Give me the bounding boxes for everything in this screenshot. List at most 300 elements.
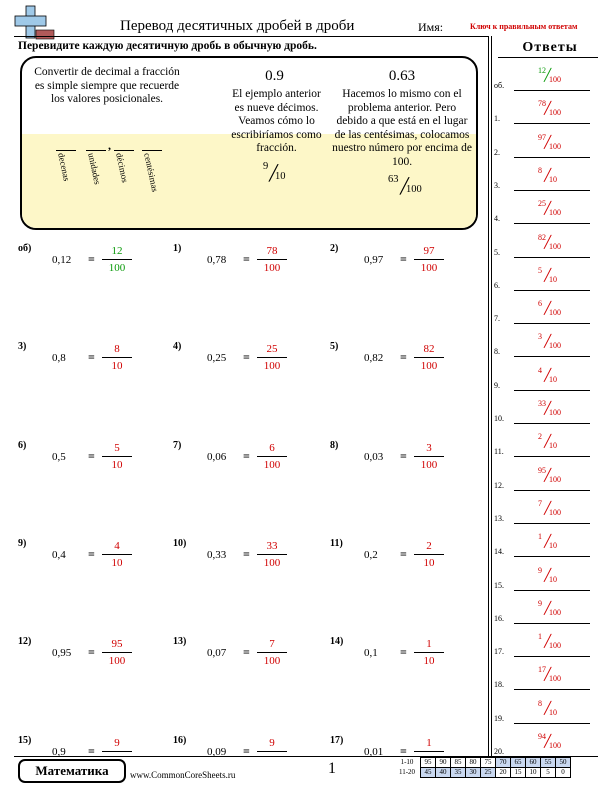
fraction-slash: ╱	[544, 634, 552, 649]
answer-row	[494, 364, 600, 392]
answer-fraction	[102, 638, 132, 667]
problem-decimal: 0,2	[364, 549, 378, 561]
place-blank	[142, 150, 162, 151]
answer-numerator: 25	[538, 199, 546, 209]
decimal-point: ,	[108, 138, 111, 152]
fraction-numerator: 95	[111, 638, 123, 650]
problem	[173, 243, 323, 283]
problem	[330, 243, 480, 283]
problem	[18, 636, 168, 676]
equals-sign: =	[88, 645, 95, 659]
answer-row	[494, 397, 600, 425]
equals-sign: =	[400, 645, 407, 659]
answer-fraction	[257, 442, 287, 471]
problem-decimal: 0,07	[207, 647, 227, 659]
answer-line	[514, 257, 590, 258]
answer-denominator: 10	[549, 574, 557, 584]
equals-sign: =	[400, 252, 407, 266]
answer-fraction	[102, 343, 132, 372]
score-cell: 30	[466, 768, 481, 778]
problem-number: 11)	[330, 538, 343, 549]
fraction-bar	[414, 456, 444, 457]
example-box	[20, 56, 478, 230]
problem-number: 7)	[173, 440, 182, 451]
fraction-bar	[102, 554, 132, 555]
fraction-numerator: 5	[114, 442, 120, 454]
answer-row	[494, 564, 600, 592]
fraction-slash: ╱	[544, 500, 552, 515]
answer-fraction	[538, 332, 568, 356]
problem-decimal: 0,09	[207, 746, 227, 758]
answer-numerator: 3	[538, 332, 542, 342]
answer-fraction	[538, 732, 568, 756]
answer-line	[514, 423, 590, 424]
fraction-slash: ╱	[544, 367, 552, 382]
fraction-denominator: 100	[420, 360, 438, 372]
problem	[173, 636, 323, 676]
answer-row	[494, 64, 600, 92]
answer-denominator: 10	[549, 274, 557, 284]
place-blank	[86, 150, 106, 151]
fraction-slash: ╱	[544, 201, 552, 216]
answer-numerator: 8	[538, 698, 542, 708]
equals-sign: =	[88, 449, 95, 463]
answer-fraction	[538, 366, 568, 390]
answer-fraction	[538, 632, 568, 656]
place-value-label: decenas	[56, 152, 72, 182]
problem-decimal: 0,82	[364, 352, 384, 364]
answer-denominator: 10	[549, 441, 557, 451]
problem	[330, 538, 480, 578]
score-cell: 90	[436, 758, 451, 768]
score-cell: 15	[511, 768, 526, 778]
problem-number: 9)	[18, 538, 27, 549]
fraction-numerator: 78	[266, 245, 278, 257]
header-divider	[14, 36, 488, 37]
example-decimal: 0.9	[265, 68, 284, 84]
problem-decimal: 0,4	[52, 549, 66, 561]
problem	[173, 440, 323, 480]
problem-decimal: 0,8	[52, 352, 66, 364]
equals-sign: =	[88, 350, 95, 364]
fraction-bar	[102, 751, 132, 752]
problem-decimal: 0,01	[364, 746, 384, 758]
fraction-slash: ╱	[544, 734, 552, 748]
answer-numerator: 7	[538, 498, 542, 508]
problem-number: 8)	[330, 440, 339, 451]
answer-denominator: 100	[549, 341, 561, 351]
fraction-bar	[414, 357, 444, 358]
problem-decimal: 0,1	[364, 647, 378, 659]
answer-row	[494, 97, 600, 125]
fraction-denominator: 100	[420, 459, 438, 471]
problem	[173, 735, 323, 775]
answers-title-underline	[498, 57, 598, 58]
score-row	[394, 758, 571, 768]
answer-fraction	[414, 638, 444, 667]
fraction-slash: ╱	[544, 267, 552, 282]
fraction-bar	[414, 751, 444, 752]
answer-fraction	[257, 343, 287, 372]
answer-denominator: 100	[549, 208, 561, 218]
answer-fraction	[257, 245, 287, 274]
fraction-slash: ╱	[544, 700, 552, 715]
equals-sign: =	[88, 252, 95, 266]
answer-numerator: 94	[538, 732, 546, 741]
example-decimal: 0.63	[388, 68, 416, 84]
problem-decimal: 0,9	[52, 746, 66, 758]
example-explanation: El ejemplo anterior es nueve décimos. Veamos cómo lo escribiríamos como fracción.	[231, 88, 322, 154]
fraction-denominator: 100	[108, 655, 126, 667]
problem-decimal: 0,78	[207, 254, 227, 266]
fraction-slash: ╱	[544, 134, 552, 149]
answer-fraction	[102, 245, 132, 274]
answer-fraction	[414, 737, 444, 754]
problem	[18, 440, 168, 480]
answer-line	[514, 623, 590, 624]
answer-fraction	[414, 343, 444, 372]
fraction-numerator: 97	[423, 245, 435, 257]
fraction-bar	[257, 554, 287, 555]
fraction-bar	[102, 456, 132, 457]
answer-row	[494, 330, 600, 358]
answer-row	[494, 497, 600, 525]
answer-row	[494, 663, 600, 691]
score-cell: 35	[451, 768, 466, 778]
answer-number: 16.	[494, 613, 504, 623]
plus-logo-icon	[14, 4, 56, 40]
fraction-numerator: 9	[269, 737, 275, 749]
answer-line	[514, 223, 590, 224]
fraction-denominator: 10	[111, 459, 123, 471]
problem-decimal: 0,12	[52, 254, 72, 266]
answer-number: 15.	[494, 580, 504, 590]
problem-number: 10)	[173, 538, 187, 549]
example-explanation: Hacemos lo mismo con el problema anterior. Pero debido a que está en el lugar de las centésimas, colocamos nuestro número por encima de 100.	[332, 88, 472, 168]
answer-numerator: 12	[538, 66, 546, 75]
answer-number: 20.	[494, 747, 504, 756]
answer-number: 14.	[494, 547, 504, 557]
fraction-slash: ╱	[544, 567, 552, 582]
name-label: Имя:	[418, 20, 444, 34]
problem-decimal: 0,95	[52, 647, 72, 659]
answer-denominator: 100	[549, 308, 561, 318]
answer-line	[514, 689, 590, 690]
score-cell: 10	[526, 768, 541, 778]
answer-number: 11.	[494, 447, 504, 457]
answer-denominator: 100	[549, 108, 561, 118]
answer-line	[514, 190, 590, 191]
answer-numerator: 5	[538, 265, 542, 275]
brand-badge: Математика	[18, 759, 126, 783]
fraction-bar	[257, 652, 287, 653]
score-cell: 25	[481, 768, 496, 778]
answer-fraction	[538, 99, 568, 123]
fraction-bar	[257, 357, 287, 358]
answer-row	[494, 530, 600, 558]
answers-title: Ответы	[522, 40, 578, 55]
fraction-slash: ╱	[544, 301, 552, 316]
problem	[18, 538, 168, 578]
answer-line	[514, 290, 590, 291]
answer-number: 7.	[494, 314, 500, 324]
fraction-bar	[414, 554, 444, 555]
answer-fraction	[538, 466, 568, 490]
score-table	[394, 757, 571, 778]
fraction-slash: ╱	[544, 600, 552, 615]
answer-row	[494, 597, 600, 625]
answer-denominator: 100	[549, 674, 561, 684]
equals-sign: =	[243, 449, 250, 463]
equals-sign: =	[243, 645, 250, 659]
score-cell: 45	[421, 768, 436, 778]
problem	[173, 538, 323, 578]
answer-number: 1.	[494, 114, 500, 124]
equals-sign: =	[400, 744, 407, 758]
answer-denominator: 10	[549, 374, 557, 384]
answer-number: 6.	[494, 280, 500, 290]
equals-sign: =	[400, 350, 407, 364]
answer-fraction	[538, 665, 568, 689]
place-blank	[114, 150, 134, 151]
answer-number: 18.	[494, 680, 504, 690]
fraction-slash: ╱	[544, 401, 552, 415]
fraction-denominator: 100	[263, 655, 281, 667]
score-cell: 80	[466, 758, 481, 768]
answer-row	[494, 630, 600, 658]
answer-numerator: 1	[538, 632, 542, 642]
example-fraction: 9 ╱ 10	[263, 161, 286, 182]
answer-fraction	[538, 233, 568, 257]
answer-denominator: 10	[549, 707, 557, 717]
fraction-numerator: 8	[114, 343, 120, 355]
fraction-numerator: 6	[269, 442, 275, 454]
answer-row	[494, 164, 600, 192]
answer-number: 10.	[494, 414, 504, 423]
problem-decimal: 0,25	[207, 352, 227, 364]
answer-denominator: 100	[549, 75, 561, 84]
site-url: www.CommonCoreSheets.ru	[130, 770, 236, 780]
answer-number: 8.	[494, 347, 500, 357]
answer-fraction	[538, 432, 568, 456]
fraction-denominator: 100	[108, 262, 126, 274]
equals-sign: =	[400, 547, 407, 561]
answer-line	[514, 523, 590, 524]
answer-line	[514, 356, 590, 357]
fraction-bar	[102, 259, 132, 260]
problem-number: 5)	[330, 341, 339, 352]
answer-fraction	[257, 638, 287, 667]
instruction-text: Перевидите каждую десятичную дробь в обычную дробь.	[18, 40, 317, 52]
answer-denominator: 100	[549, 507, 561, 517]
score-cell: 95	[421, 758, 436, 768]
answer-number: 9.	[494, 380, 500, 390]
answer-row	[494, 197, 600, 225]
fraction-denominator: 100	[263, 360, 281, 372]
answer-fraction	[257, 737, 287, 754]
fraction-denominator: 10	[423, 557, 435, 569]
fraction-slash: ╱	[544, 234, 552, 249]
answer-fraction	[538, 299, 568, 323]
fraction-denominator: 100	[420, 262, 438, 274]
answer-number: 19.	[494, 713, 504, 723]
answer-fraction	[414, 245, 444, 274]
answer-fraction	[538, 699, 568, 723]
problem-decimal: 0,97	[364, 254, 384, 266]
problem-decimal: 0,06	[207, 451, 227, 463]
answer-fraction	[414, 540, 444, 569]
place-value-label: décimos	[114, 152, 131, 184]
problem	[330, 440, 480, 480]
answer-numerator: 9	[538, 565, 542, 575]
answer-numerator: 78	[538, 99, 546, 109]
fraction-numerator: 2	[426, 540, 432, 552]
fraction-numerator: 12	[111, 245, 123, 257]
problem	[18, 341, 168, 381]
score-range: 11-20	[398, 768, 416, 776]
page-title: Перевод десятичных дробей в дроби	[120, 18, 355, 34]
answer-line	[514, 590, 590, 591]
fraction-denominator: 10	[111, 360, 123, 372]
score-cell: 20	[496, 768, 511, 778]
answer-fraction	[538, 399, 568, 423]
example-fraction: 63 ╱ 100	[388, 174, 422, 195]
answer-number: 2.	[494, 147, 500, 157]
score-range: 1-10	[400, 758, 414, 766]
problem	[330, 636, 480, 676]
answer-fraction	[538, 66, 568, 90]
answer-key-label: Ключ к правильным ответам	[470, 22, 578, 31]
problem	[330, 341, 480, 381]
fraction-slash: ╱	[544, 467, 552, 482]
fraction-numerator: 9	[114, 737, 120, 749]
answer-denominator: 10	[549, 541, 557, 551]
answer-row	[494, 231, 600, 259]
score-cell: 50	[556, 758, 571, 768]
answer-numerator: 33	[538, 399, 546, 408]
answer-row	[494, 131, 600, 159]
score-cell: 65	[511, 758, 526, 768]
answer-numerator: 1	[538, 532, 542, 542]
fraction-slash: ╱	[544, 68, 552, 82]
answer-number: 5.	[494, 247, 500, 257]
answer-divider	[488, 36, 489, 756]
answer-numerator: 8	[538, 165, 542, 175]
answer-numerator: 97	[538, 132, 546, 142]
example-problem	[18, 243, 168, 283]
answer-number: 4.	[494, 214, 500, 224]
problem-number: 1)	[173, 243, 182, 254]
problem-number: 16)	[173, 735, 187, 746]
answer-fraction	[538, 199, 568, 223]
answer-fraction	[538, 599, 568, 623]
fraction-slash: ╱	[544, 667, 552, 682]
score-cell: 60	[526, 758, 541, 768]
problem-decimal: 0,03	[364, 451, 384, 463]
score-cell: 5	[541, 768, 556, 778]
problem-number: 12)	[18, 636, 32, 647]
place-blank	[56, 150, 76, 151]
answer-denominator: 100	[549, 141, 561, 151]
fraction-slash: ╱	[544, 167, 552, 182]
fraction-bar	[257, 751, 287, 752]
answer-numerator: 2	[538, 432, 542, 442]
answer-fraction	[257, 540, 287, 569]
answer-row	[494, 730, 600, 758]
answer-fraction	[102, 442, 132, 471]
fraction-numerator: 1	[426, 737, 432, 749]
answer-numerator: 6	[538, 299, 542, 309]
fraction-slash: ╱	[544, 534, 552, 549]
answer-numerator: 95	[538, 465, 546, 475]
fraction-bar	[414, 259, 444, 260]
score-cell: 70	[496, 758, 511, 768]
fraction-numerator: 3	[426, 442, 432, 454]
fraction-denominator: 10	[423, 655, 435, 667]
example-intro: Convertir de decimal a fracción es simple siempre que recuerde los valores posicionales.	[34, 66, 180, 105]
problem-number: 6)	[18, 440, 27, 451]
answer-fraction	[538, 499, 568, 523]
answer-row	[494, 297, 600, 325]
answer-row	[494, 464, 600, 492]
answer-denominator: 10	[549, 174, 557, 184]
equals-sign: =	[243, 547, 250, 561]
fraction-numerator: 33	[266, 540, 278, 552]
answer-numerator: 17	[538, 665, 546, 675]
fraction-denominator: 100	[263, 557, 281, 569]
answer-denominator: 100	[549, 241, 561, 251]
score-cell: 75	[481, 758, 496, 768]
problem-number: 3)	[18, 341, 27, 352]
fraction-numerator: 25	[266, 343, 278, 355]
page-number: 1	[328, 760, 336, 777]
fraction-denominator: 10	[111, 557, 123, 569]
place-value-label: unidades	[86, 152, 103, 186]
answer-row	[494, 264, 600, 292]
answer-fraction	[538, 166, 568, 190]
answer-number: об.	[494, 81, 505, 90]
problem-number: об)	[18, 243, 32, 254]
answer-line	[514, 456, 590, 457]
equals-sign: =	[400, 449, 407, 463]
score-cell: 55	[541, 758, 556, 768]
answer-fraction	[538, 133, 568, 157]
fraction-slash: ╱	[544, 101, 552, 116]
fraction-bar	[102, 357, 132, 358]
answer-denominator: 100	[549, 474, 561, 484]
answer-numerator: 82	[538, 232, 546, 242]
fraction-bar	[257, 456, 287, 457]
answer-fraction	[538, 566, 568, 590]
answer-denominator: 100	[549, 641, 561, 651]
answer-line	[514, 656, 590, 657]
answer-numerator: 4	[538, 365, 542, 375]
answer-fraction	[538, 266, 568, 290]
problem	[173, 341, 323, 381]
fraction-denominator: 100	[263, 262, 281, 274]
answer-divider	[491, 36, 492, 756]
score-cell: 0	[556, 768, 571, 778]
problem-number: 4)	[173, 341, 182, 352]
equals-sign: =	[243, 252, 250, 266]
problem-number: 13)	[173, 636, 187, 647]
fraction-bar	[102, 652, 132, 653]
answer-fraction	[414, 442, 444, 471]
fraction-numerator: 4	[114, 540, 120, 552]
answer-fraction	[102, 737, 132, 754]
answer-denominator: 100	[549, 741, 561, 750]
answer-fraction	[538, 532, 568, 556]
